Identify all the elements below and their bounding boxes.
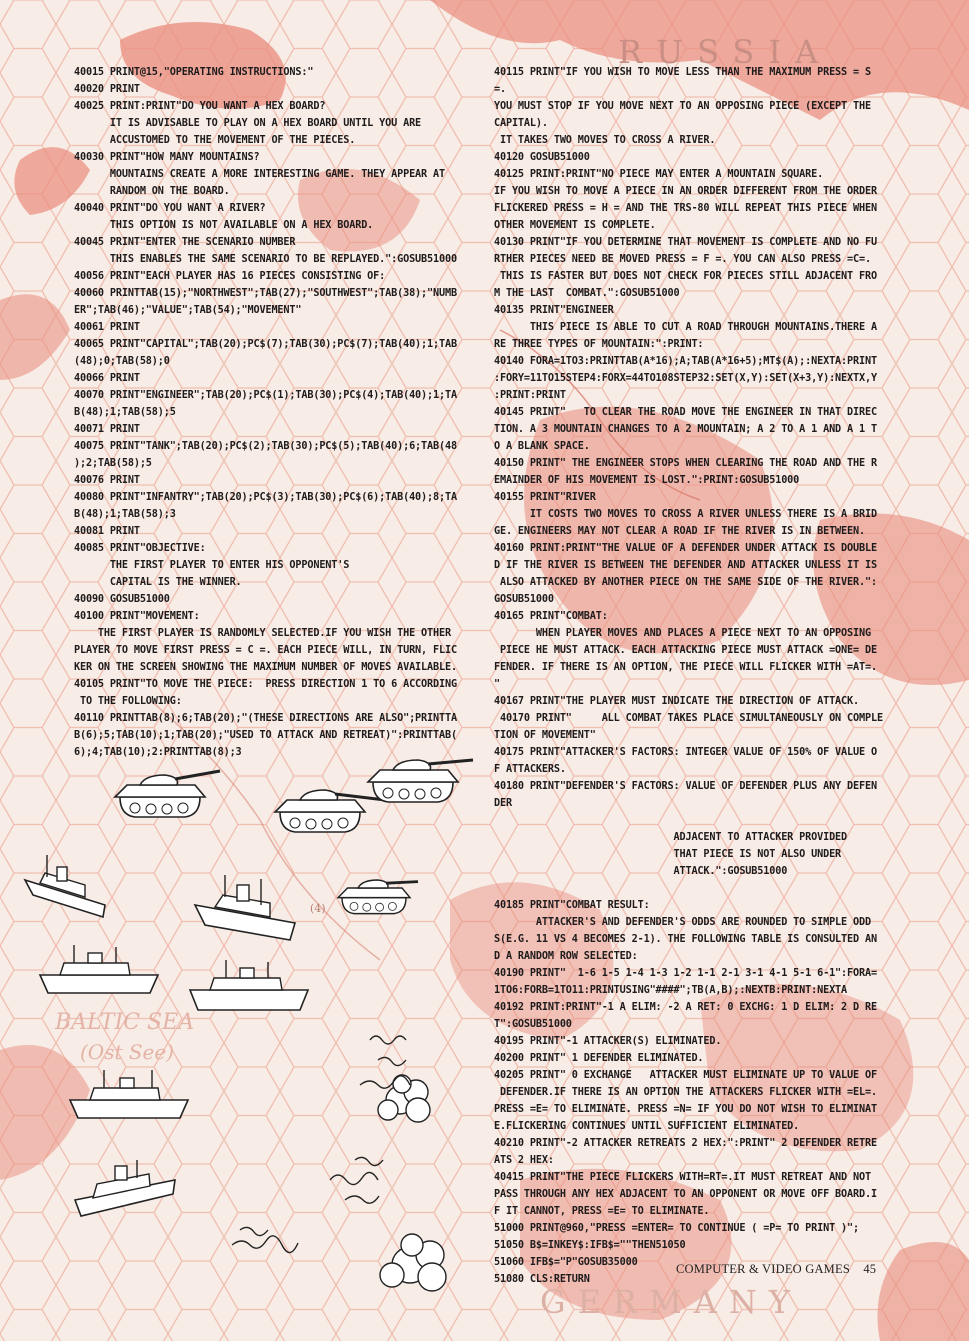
code-line: 40110 PRINTTAB(8);6;TAB(20);"(THESE DIRECTIONS ARE ALSO";PRINTTA: [74, 713, 457, 724]
code-line: 40060 PRINTTAB(15);"NORTHWEST";TAB(27);"SOUTHWEST";TAB(38);"NUMB: [74, 288, 457, 299]
code-line: 40145 PRINT" TO CLEAR THE ROAD MOVE THE ENGINEER IN THAT DIREC: [494, 407, 877, 418]
code-line: 40040 PRINT"DO YOU WANT A RIVER?: [74, 203, 266, 214]
code-line: THIS OPTION IS NOT AVAILABLE ON A HEX BOARD.: [74, 220, 374, 231]
code-line: 40030 PRINT"HOW MANY MOUNTAINS?: [74, 152, 260, 163]
code-line: 40105 PRINT"TO MOVE THE PIECE: PRESS DIRECTION 1 TO 6 ACCORDING: [74, 679, 457, 690]
program-listing-right: [494, 64, 889, 1288]
code-line: IT COSTS TWO MOVES TO CROSS A RIVER UNLESS THERE IS A BRID: [494, 509, 877, 520]
code-line: T":GOSUB51000: [494, 1019, 572, 1030]
code-line: 40155 PRINT"RIVER: [494, 492, 596, 503]
code-line: 40045 PRINT"ENTER THE SCENARIO NUMBER: [74, 237, 296, 248]
code-line: RTHER PIECES NEED BE MOVED PRESS = F =. YOU CAN ALSO PRESS =C=.: [494, 254, 871, 265]
code-line: PRESS =E= TO ELIMINATE. PRESS =N= IF YOU DO NOT WISH TO ELIMINAT: [494, 1104, 877, 1115]
code-line: O A BLANK SPACE.: [494, 441, 590, 452]
code-line: 40066 PRINT: [74, 373, 140, 384]
code-line: 40160 PRINT:PRINT"THE VALUE OF A DEFENDER UNDER ATTACK IS DOUBLE: [494, 543, 877, 554]
code-line: 40015 PRINT@15,"OPERATING INSTRUCTIONS:": [74, 67, 314, 78]
code-line: THE FIRST PLAYER TO ENTER HIS OPPONENT'S: [74, 560, 350, 571]
code-line: E.FLICKERING CONTINUES UNTIL SUFFICIENT ELIMINATED.: [494, 1121, 800, 1132]
code-line: OTHER MOVEMENT IS COMPLETE.: [494, 220, 656, 231]
code-line: 40200 PRINT" 1 DEFENDER ELIMINATED.: [494, 1053, 704, 1064]
code-line: 1TO6:FORB=1TO11:PRINTUSING"####";TB(A,B);:NEXTB:PRINT:NEXTA: [494, 985, 848, 996]
code-line: M THE LAST COMBAT.":GOSUB51000: [494, 288, 680, 299]
code-line: PIECE HE MUST ATTACK. EACH ATTACKING PIECE MUST ATTACK =ONE= DE: [494, 645, 877, 656]
code-line: TION. A 3 MOUNTAIN CHANGES TO A 2 MOUNTAIN; A 2 TO A 1 AND A 1 T: [494, 424, 877, 435]
code-line: THIS PIECE IS ABLE TO CUT A ROAD THROUGH MOUNTAINS.THERE A: [494, 322, 877, 333]
code-line: 40081 PRINT: [74, 526, 140, 537]
code-line: YOU MUST STOP IF YOU MOVE NEXT TO AN OPPOSING PIECE (EXCEPT THE: [494, 101, 871, 112]
code-line: CAPITAL).: [494, 118, 548, 129]
code-line: F ATTACKERS.: [494, 764, 566, 775]
code-line: TION OF MOVEMENT": [494, 730, 596, 741]
code-line: 40071 PRINT: [74, 424, 140, 435]
code-line: 6);4;TAB(10);2:PRINTTAB(8);3: [74, 747, 242, 758]
code-line: KER ON THE SCREEN SHOWING THE MAXIMUM NUMBER OF MOVES AVAILABLE.: [74, 662, 457, 673]
magazine-name: COMPUTER & VIDEO GAMES: [676, 1262, 850, 1276]
code-line: ATTACKER'S AND DEFENDER'S ODDS ARE ROUNDED TO SIMPLE ODD: [494, 917, 871, 928]
code-line: 40065 PRINT"CAPITAL";TAB(20);PC$(7);TAB(30);PC$(7);TAB(40);1;TAB: [74, 339, 457, 350]
code-line: ATTACK.":GOSUB51000: [494, 866, 788, 877]
map-label-ostsee: (Ost See): [80, 1040, 175, 1064]
code-line: 40185 PRINT"COMBAT RESULT:: [494, 900, 650, 911]
code-line: =.: [494, 84, 506, 95]
code-line: 40175 PRINT"ATTACKER'S FACTORS: INTEGER VALUE OF 150% OF VALUE O: [494, 747, 877, 758]
map-label-baltic: BALTIC SEA: [55, 1010, 195, 1035]
code-line: 40120 GOSUB51000: [494, 152, 590, 163]
code-line: 40075 PRINT"TANK";TAB(20);PC$(2);TAB(30);PC$(5);TAB(40);6;TAB(48: [74, 441, 457, 452]
code-line: 51060 IFB$="P"GOSUB35000: [494, 1257, 638, 1268]
code-line: (48);0;TAB(58);0: [74, 356, 170, 367]
code-line: IT IS ADVISABLE TO PLAY ON A HEX BOARD UNTIL YOU ARE: [74, 118, 422, 129]
code-line: DEFENDER.IF THERE IS AN OPTION THE ATTACKERS FLICKER WITH =EL=.: [494, 1087, 877, 1098]
code-line: B(6);5;TAB(10);1;TAB(20);"USED TO ATTACK AND RETREAT)":PRINTTAB(: [74, 730, 457, 741]
code-line: 40205 PRINT" 0 EXCHANGE ATTACKER MUST ELIMINATE UP TO VALUE OF: [494, 1070, 877, 1081]
code-line: ER";TAB(46);"VALUE";TAB(54);"MOVEMENT": [74, 305, 302, 316]
code-line: 40090 GOSUB51000: [74, 594, 170, 605]
code-line: 40170 PRINT" ALL COMBAT TAKES PLACE SIMULTANEOUSLY ON COMPLE: [494, 713, 883, 724]
code-line: ": [494, 679, 500, 690]
code-line: 40080 PRINT"INFANTRY";TAB(20);PC$(3);TAB(30);PC$(6);TAB(40);8;TA: [74, 492, 457, 503]
code-line: 40167 PRINT"THE PLAYER MUST INDICATE THE DIRECTION OF ATTACK.: [494, 696, 859, 707]
code-line: GE. ENGINEERS MAY NOT CLEAR A ROAD IF THE RIVER IS IN BETWEEN.: [494, 526, 865, 537]
code-line: CAPITAL IS THE WINNER.: [74, 577, 242, 588]
code-line: DER: [494, 798, 512, 809]
code-line: PASS THROUGH ANY HEX ADJACENT TO AN OPPONENT OR MOVE OFF BOARD.I: [494, 1189, 877, 1200]
code-line: 51000 PRINT@960,"PRESS =ENTER= TO CONTINUE ( =P= TO PRINT )";: [494, 1223, 859, 1234]
code-line: PLAYER TO MOVE FIRST PRESS = C =. EACH PIECE WILL, IN TURN, FLIC: [74, 645, 457, 656]
code-line: 40025 PRINT:PRINT"DO YOU WANT A HEX BOARD?: [74, 101, 326, 112]
code-line: ALSO ATTACKED BY ANOTHER PIECE ON THE SAME SIDE OF THE RIVER.":: [494, 577, 877, 588]
code-line: THIS IS FASTER BUT DOES NOT CHECK FOR PIECES STILL ADJACENT FRO: [494, 271, 877, 282]
code-line: FLICKERED PRESS = H = AND THE TRS-80 WILL REPEAT THIS PIECE WHEN: [494, 203, 877, 214]
code-line: GOSUB51000: [494, 594, 554, 605]
code-line: EMAINDER OF HIS MOVEMENT IS LOST.":PRINT:GOSUB51000: [494, 475, 800, 486]
page-number: 45: [863, 1262, 877, 1276]
code-line: 51080 CLS:RETURN: [494, 1274, 590, 1285]
code-line: B(48);1;TAB(58);5: [74, 407, 176, 418]
code-line: ATS 2 HEX:: [494, 1155, 554, 1166]
code-line: 40100 PRINT"MOVEMENT:: [74, 611, 200, 622]
code-line: D A RANDOM ROW SELECTED:: [494, 951, 638, 962]
code-line: :FORY=11TO15STEP4:FORX=44TO108STEP32:SET(X,Y):SET(X+3,Y):NEXTX,Y: [494, 373, 877, 384]
code-line: ACCUSTOMED TO THE MOVEMENT OF THE PIECES.: [74, 135, 356, 146]
code-line: 40130 PRINT"IF YOU DETERMINE THAT MOVEMENT IS COMPLETE AND NO FU: [494, 237, 877, 248]
code-line: 40180 PRINT"DEFENDER'S FACTORS: VALUE OF DEFENDER PLUS ANY DEFEN: [494, 781, 877, 792]
code-line: 40070 PRINT"ENGINEER";TAB(20);PC$(1);TAB(30);PC$(4);TAB(40);1;TA: [74, 390, 457, 401]
code-line: S(E.G. 11 VS 4 BECOMES 2-1). THE FOLLOWING TABLE IS CONSULTED AN: [494, 934, 877, 945]
code-line: WHEN PLAYER MOVES AND PLACES A PIECE NEXT TO AN OPPOSING: [494, 628, 871, 639]
code-line: 40125 PRINT:PRINT"NO PIECE MAY ENTER A MOUNTAIN SQUARE.: [494, 169, 824, 180]
code-line: 40135 PRINT"ENGINEER: [494, 305, 614, 316]
map-hex-number: (4): [310, 902, 326, 915]
code-line: 40150 PRINT" THE ENGINEER STOPS WHEN CLEARING THE ROAD AND THE R: [494, 458, 877, 469]
code-line: IT TAKES TWO MOVES TO CROSS A RIVER.: [494, 135, 716, 146]
code-line: TO THE FOLLOWING:: [74, 696, 182, 707]
code-line: :PRINT:PRINT: [494, 390, 566, 401]
code-line: 40085 PRINT"OBJECTIVE:: [74, 543, 206, 554]
code-line: 51050 B$=INKEY$:IFB$=""THEN51050: [494, 1240, 686, 1251]
code-line: 40056 PRINT"EACH PLAYER HAS 16 PIECES CONSISTING OF:: [74, 271, 386, 282]
code-line: [494, 812, 889, 829]
page-footer: [676, 1262, 876, 1277]
map-label-russia: RUSSIA: [618, 33, 833, 71]
code-line: 40115 PRINT"IF YOU WISH TO MOVE LESS THAN THE MAXIMUM PRESS = S: [494, 67, 871, 78]
code-line: IF YOU WISH TO MOVE A PIECE IN AN ORDER DIFFERENT FROM THE ORDER: [494, 186, 877, 197]
code-line: THAT PIECE IS NOT ALSO UNDER: [494, 849, 842, 860]
code-line: RE THREE TYPES OF MOUNTAIN:":PRINT:: [494, 339, 704, 350]
code-line: D IF THE RIVER IS BETWEEN THE DEFENDER AND ATTACKER UNLESS IT IS: [494, 560, 877, 571]
code-line: 40020 PRINT: [74, 84, 140, 95]
code-line: THE FIRST PLAYER IS RANDOMLY SELECTED.IF YOU WISH THE OTHER: [74, 628, 451, 639]
code-line: ADJACENT TO ATTACKER PROVIDED: [494, 832, 848, 843]
code-line: 40210 PRINT"-2 ATTACKER RETREATS 2 HEX:":PRINT" 2 DEFENDER RETRE: [494, 1138, 877, 1149]
code-line: B(48);1;TAB(58);3: [74, 509, 176, 520]
code-line: 40415 PRINT"THE PIECE FLICKERS WITH=RT=.IT MUST RETREAT AND NOT: [494, 1172, 871, 1183]
code-line: RANDOM ON THE BOARD.: [74, 186, 230, 197]
code-line: 40192 PRINT:PRINT"-1 A ELIM: -2 A RET: 0 EXCHG: 1 D ELIM: 2 D RE: [494, 1002, 877, 1013]
code-line: 40061 PRINT: [74, 322, 140, 333]
code-line: F IT CANNOT, PRESS =E= TO ELIMINATE.: [494, 1206, 710, 1217]
code-line: 40190 PRINT" 1-6 1-5 1-4 1-3 1-2 1-1 2-1 3-1 4-1 5-1 6-1":FORA=: [494, 968, 877, 979]
code-line: 40140 FORA=1TO3:PRINTTAB(A*16);A;TAB(A*16+5);MT$(A);:NEXTA:PRINT: [494, 356, 877, 367]
code-line: [494, 880, 889, 897]
program-listing-left: [74, 64, 474, 761]
code-line: 40165 PRINT"COMBAT:: [494, 611, 608, 622]
code-line: );2;TAB(58);5: [74, 458, 152, 469]
code-line: THIS ENABLES THE SAME SCENARIO TO BE REPLAYED.":GOSUB51000: [74, 254, 457, 265]
code-line: 40076 PRINT: [74, 475, 140, 486]
map-label-germany: GERMANY: [540, 1283, 803, 1321]
code-line: MOUNTAINS CREATE A MORE INTERESTING GAME. THEY APPEAR AT: [74, 169, 445, 180]
code-line: 40195 PRINT"-1 ATTACKER(S) ELIMINATED.: [494, 1036, 722, 1047]
code-line: FENDER. IF THERE IS AN OPTION, THE PIECE WILL FLICKER WITH =AT=.: [494, 662, 877, 673]
